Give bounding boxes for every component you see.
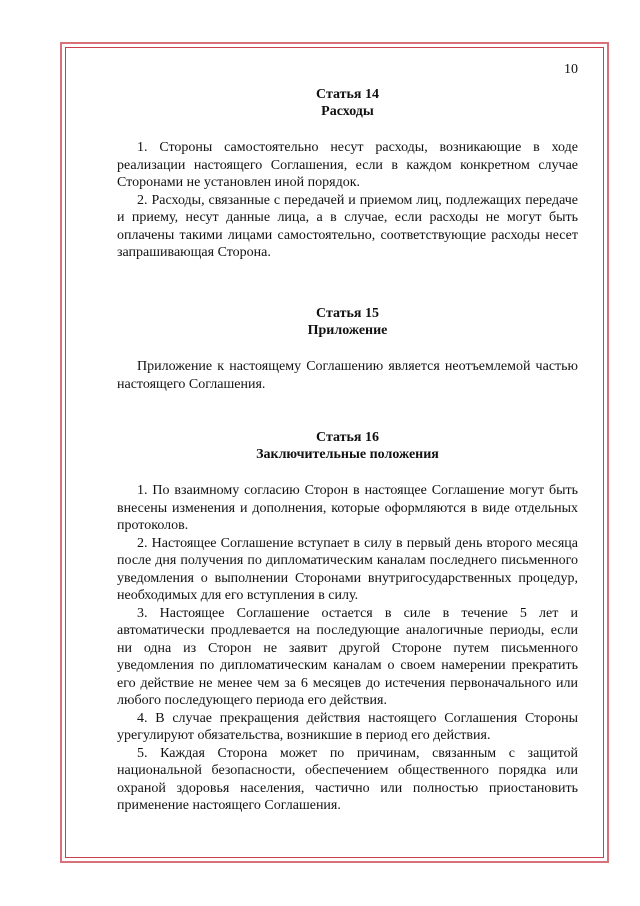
article-heading: Статья 14: [316, 87, 379, 102]
article-paragraph: 3. Настоящее Соглашение остается в силе в течение 5 лет и автоматически продлевается на последующие аналогичные периоды, если ни одна из Сторон не заявит другой Стороне путем письменного уведомления по дипломатическим каналам о своем намерении прекратить его действие не менее чем за 6 месяцев до истечения первоначального или любого последующего периода его действия.: [117, 605, 578, 708]
article-paragraph: Приложение к настоящему Соглашению является неотъемлемой частью настоящего Соглашения.: [117, 359, 578, 392]
article-title: Расходы: [321, 104, 374, 119]
article-heading: Статья 16: [316, 430, 379, 445]
page-number: 10: [564, 62, 578, 77]
article-paragraph: 2. Настоящее Соглашение вступает в силу в первый день второго месяца после дня получения по дипломатическим каналам последнего письменного уведомления о выполнении Сторонами внутригосударственных процедур, необходимых для его вступления в силу.: [117, 535, 578, 603]
article-title: Заключительные положения: [256, 447, 439, 462]
article-paragraph: 2. Расходы, связанные с передачей и приемом лиц, подлежащих передаче и приему, несут данные лица, а в случае, если расходы не могут быть оплачены такими лицами самостоятельно, соответствующие расходы несет запрашивающая Сторона.: [117, 192, 578, 260]
article-15: [117, 305, 578, 393]
article-paragraph: 4. В случае прекращения действия настоящего Соглашения Стороны урегулируют обязательства, возникшие в период его действия.: [117, 710, 578, 743]
article-paragraph: 1. По взаимному согласию Сторон в настоящее Соглашение могут быть внесены изменения и дополнения, которые оформляются в виде отдельных протоколов.: [117, 483, 578, 533]
article-heading: Статья 15: [316, 306, 379, 321]
article-title: Приложение: [307, 323, 388, 338]
article-16: [117, 429, 578, 815]
article-14: [117, 86, 578, 262]
article-paragraph: 5. Каждая Сторона может по причинам, связанным с защитой национальной безопасности, обеспечением общественного порядка или охраной здоровья населения, частично или полностью приостановить применение настоящего Соглашения.: [117, 745, 578, 813]
article-paragraph: 1. Стороны самостоятельно несут расходы, возникающие в ходе реализации настоящего Соглашения, если в каждом конкретном случае Сторонами не установлен иной порядок.: [117, 140, 578, 190]
